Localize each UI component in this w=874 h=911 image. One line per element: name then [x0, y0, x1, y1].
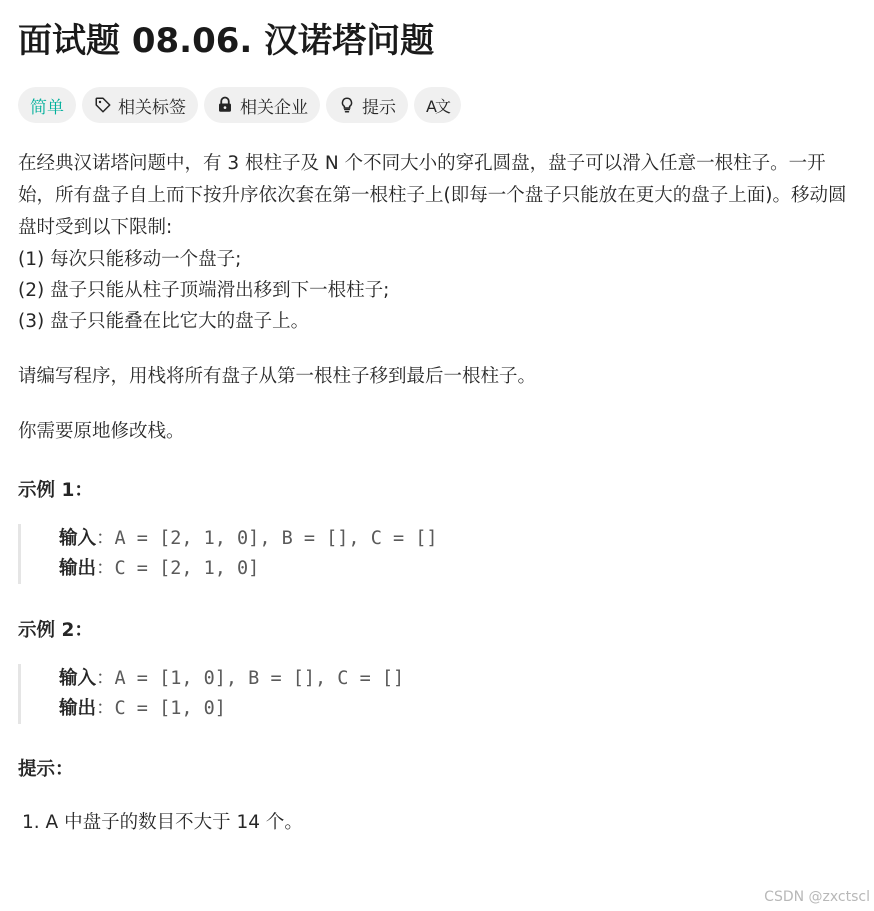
tag-bar — [18, 87, 461, 123]
colon-separator: ： — [96, 528, 115, 549]
difficulty-badge[interactable] — [18, 87, 76, 123]
colon-separator: ： — [96, 698, 115, 719]
example-2-output-line — [59, 694, 619, 724]
input-label: 输入 — [59, 528, 97, 549]
constraints-heading: 提示： — [18, 759, 74, 780]
example-1-heading: 示例 1： — [18, 480, 93, 501]
constraint-item — [22, 808, 303, 838]
problem-title: 面试题 08.06. 汉诺塔问题 — [18, 21, 435, 61]
colon-separator: ： — [96, 558, 115, 579]
problem-description — [18, 148, 856, 337]
constraint-number: 1. — [22, 812, 40, 833]
translate-button[interactable] — [414, 87, 461, 123]
rule-1: (1) 每次只能移动一个盘子; — [18, 249, 242, 270]
example-1-output: C = [2, 1, 0] — [114, 558, 260, 579]
hint-button[interactable] — [326, 87, 408, 123]
example-1-output-line — [59, 554, 619, 584]
colon-separator: ： — [96, 668, 115, 689]
description-intro: 在经典汉诺塔问题中，有 3 根柱子及 N 个不同大小的穿孔圆盘，盘子可以滑入任意一根柱子。一开始，所有盘子自上而下按升序依次套在第一根柱子上(即每一个盘子只能放在更大的盘子上面)。移动圆盘时受到以下限制: — [18, 153, 847, 238]
example-1-input-line — [59, 524, 619, 554]
example-1-block — [18, 524, 619, 584]
related-companies-button[interactable] — [204, 87, 320, 123]
example-2-input-line — [59, 664, 619, 694]
hint-label: 提示 — [362, 97, 396, 118]
input-label: 输入 — [59, 668, 97, 689]
related-companies-label: 相关企业 — [240, 97, 308, 118]
watermark: CSDN @zxctscl — [764, 889, 870, 905]
lightbulb-icon — [338, 96, 356, 114]
constraint-text: A 中盘子的数目不大于 14 个。 — [45, 812, 303, 833]
related-tags-button[interactable] — [82, 87, 198, 123]
lock-icon — [216, 96, 234, 114]
example-2-input: A = [1, 0], B = [], C = [] — [114, 668, 405, 689]
tag-icon — [94, 96, 112, 114]
related-tags-label: 相关标签 — [118, 97, 186, 118]
task-paragraph: 请编写程序，用栈将所有盘子从第一根柱子移到最后一根柱子。 — [18, 366, 537, 387]
example-2-output: C = [1, 0] — [114, 698, 226, 719]
example-1-input: A = [2, 1, 0], B = [], C = [] — [114, 528, 438, 549]
example-2-heading: 示例 2： — [18, 620, 93, 641]
example-2-block — [18, 664, 619, 724]
translate-icon: A文 — [426, 96, 449, 116]
rule-3: (3) 盘子只能叠在比它大的盘子上。 — [18, 311, 310, 332]
output-label: 输出 — [59, 558, 97, 579]
rule-2: (2) 盘子只能从柱子顶端滑出移到下一根柱子; — [18, 280, 390, 301]
output-label: 输出 — [59, 698, 97, 719]
inplace-paragraph: 你需要原地修改栈。 — [18, 421, 185, 442]
difficulty-label: 简单 — [30, 97, 64, 118]
